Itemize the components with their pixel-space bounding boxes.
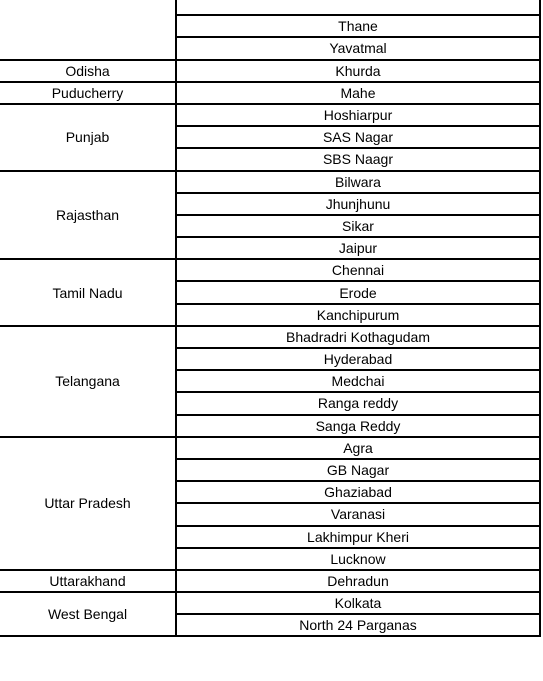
district-cell: Ghaziabad <box>176 481 540 503</box>
district-cell: Mahe <box>176 82 540 104</box>
state-cell: Tamil Nadu <box>0 259 176 326</box>
state-cell: Rajasthan <box>0 171 176 260</box>
table-row <box>0 60 540 82</box>
district-cell: Hoshiarpur <box>176 104 540 126</box>
district-cell: Lucknow <box>176 548 540 570</box>
table-row <box>0 0 540 15</box>
state-cell: Puducherry <box>0 82 176 104</box>
table-row <box>0 104 540 126</box>
state-cell: Uttar Pradesh <box>0 437 176 570</box>
district-cell <box>176 0 540 15</box>
table-row <box>0 326 540 348</box>
table-row <box>0 82 540 104</box>
district-cell: Kolkata <box>176 592 540 614</box>
district-cell: Erode <box>176 281 540 303</box>
district-cell: Jaipur <box>176 237 540 259</box>
district-cell: Agra <box>176 437 540 459</box>
district-cell: Jhunjhunu <box>176 193 540 215</box>
district-cell: Medchai <box>176 370 540 392</box>
table-row <box>0 259 540 281</box>
district-cell: Sikar <box>176 215 540 237</box>
district-cell: Thane <box>176 15 540 37</box>
district-cell: Bilwara <box>176 171 540 193</box>
state-cell: West Bengal <box>0 592 176 636</box>
district-cell: Ranga reddy <box>176 392 540 414</box>
district-cell: Hyderabad <box>176 348 540 370</box>
state-cell: Telangana <box>0 326 176 437</box>
district-cell: Sanga Reddy <box>176 415 540 437</box>
table-row <box>0 171 540 193</box>
district-cell: Varanasi <box>176 503 540 525</box>
state-cell <box>0 0 176 60</box>
district-cell: North 24 Parganas <box>176 614 540 636</box>
district-cell: SBS Naagr <box>176 148 540 170</box>
table-row <box>0 570 540 592</box>
state-cell: Uttarakhand <box>0 570 176 592</box>
district-cell: Bhadradri Kothagudam <box>176 326 540 348</box>
district-cell: Lakhimpur Kheri <box>176 526 540 548</box>
district-cell: GB Nagar <box>176 459 540 481</box>
table-row <box>0 592 540 614</box>
district-cell: Khurda <box>176 60 540 82</box>
district-cell: Kanchipurum <box>176 304 540 326</box>
district-cell: Chennai <box>176 259 540 281</box>
state-cell: Punjab <box>0 104 176 171</box>
district-cell: Yavatmal <box>176 37 540 59</box>
table-row <box>0 437 540 459</box>
district-cell: SAS Nagar <box>176 126 540 148</box>
district-cell: Dehradun <box>176 570 540 592</box>
state-cell: Odisha <box>0 60 176 82</box>
